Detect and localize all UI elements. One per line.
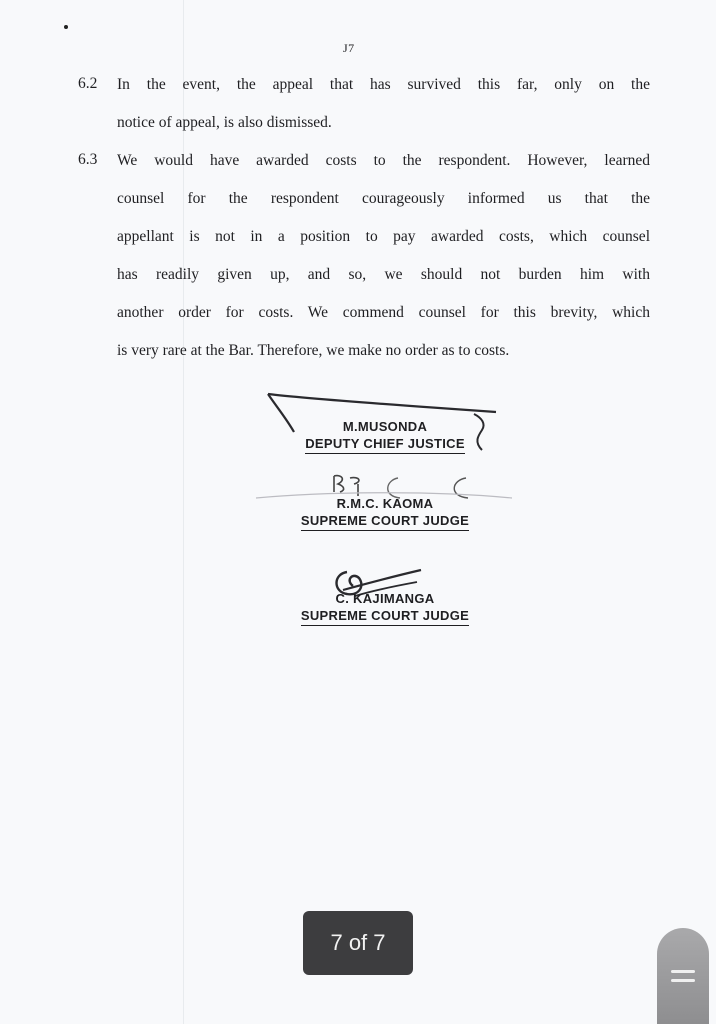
- stray-dot: [64, 25, 68, 29]
- page-indicator: 7 of 7: [303, 911, 413, 975]
- signatory-name: M.MUSONDA: [342, 419, 428, 434]
- signatory-name: C. KAJIMANGA: [335, 591, 435, 606]
- signatory-kaoma: [240, 495, 530, 531]
- paragraph-number: 6.2: [78, 75, 98, 92]
- paragraph-text: [117, 151, 650, 379]
- paragraph-number: 6.3: [78, 151, 98, 168]
- paragraph-line: We would have awarded costs to the respondent. However, learned: [117, 152, 650, 169]
- paragraph-line: In the event, the appeal that has survived this far, only on the: [117, 76, 650, 93]
- signatory-title: SUPREME COURT JUDGE: [301, 513, 469, 531]
- page-number: J7: [343, 41, 355, 55]
- paragraph-line: has readily given up, and so, we should not burden him with: [117, 266, 650, 283]
- paragraph-line: notice of appeal, is also dismissed.: [117, 114, 332, 131]
- paragraph-line: another order for costs. We commend counsel for this brevity, which: [117, 304, 650, 321]
- signatory-kajimanga: [240, 590, 530, 626]
- signatory-name: R.M.C. KAOMA: [336, 496, 434, 511]
- scroll-handle[interactable]: [657, 928, 709, 1024]
- signatory-musonda: [240, 418, 530, 454]
- paragraph-line: appellant is not in a position to pay awarded costs, which counsel: [117, 228, 650, 245]
- paragraph-line: counsel for the respondent courageously informed us that the: [117, 190, 650, 207]
- paragraph-text: [117, 75, 650, 151]
- paragraph-line: is very rare at the Bar. Therefore, we make no order as to costs.: [117, 342, 510, 359]
- signatory-title: SUPREME COURT JUDGE: [301, 608, 469, 626]
- signatory-title: DEPUTY CHIEF JUSTICE: [305, 436, 465, 454]
